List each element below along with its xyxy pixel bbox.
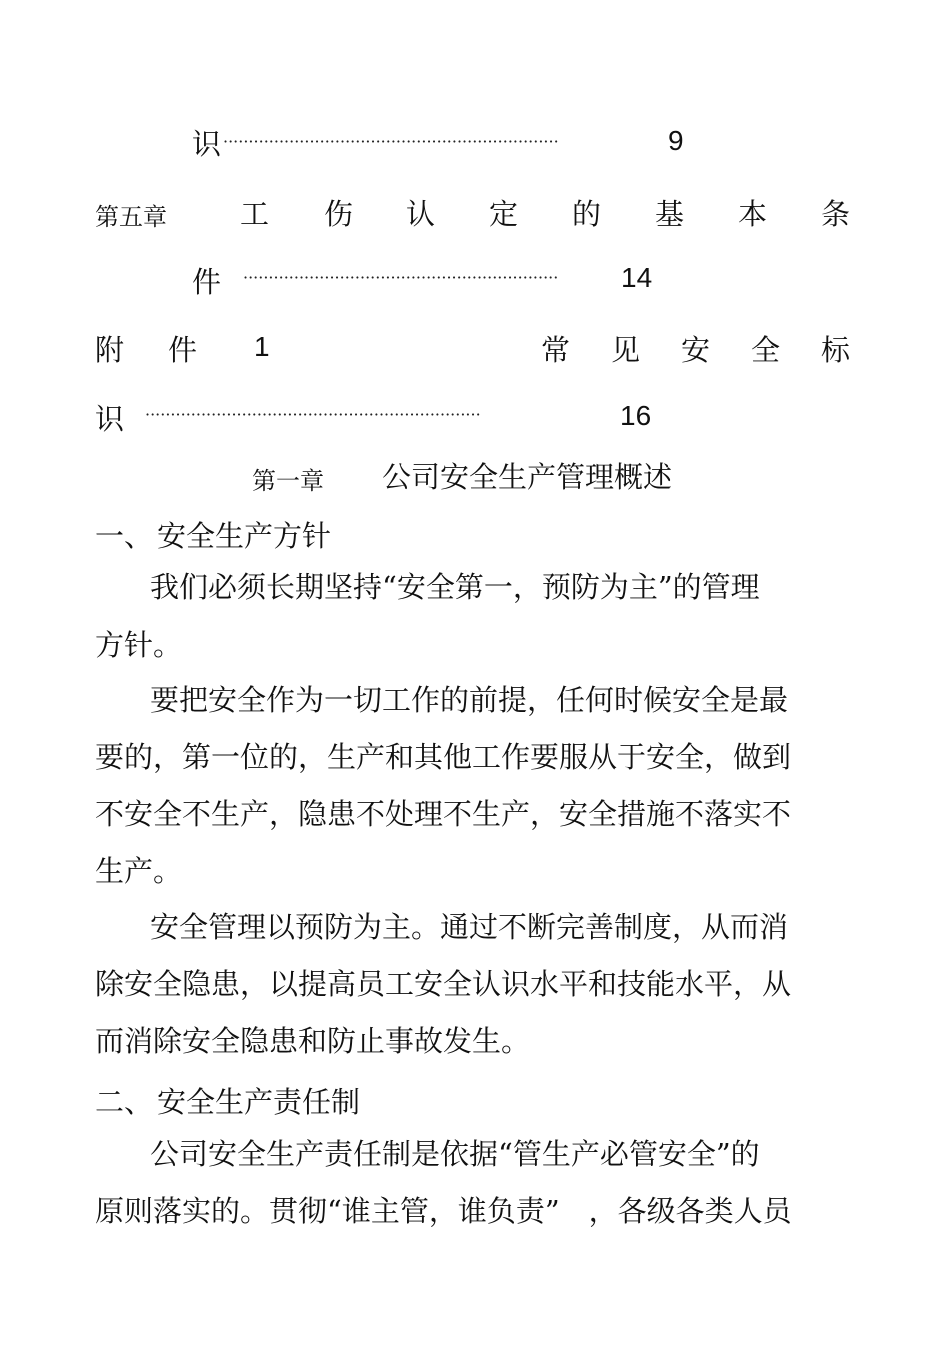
- toc-chapter-label: 第五章: [95, 203, 167, 231]
- toc-entry-text: 识: [192, 127, 222, 161]
- section-number: 二、: [95, 1085, 154, 1119]
- toc-char: 见: [611, 333, 641, 367]
- toc-entry-text: 件: [192, 265, 222, 299]
- paragraph-line: 我们必须长期坚持“安全第一，预防为主”的管理: [150, 570, 760, 604]
- toc-appendix-char: 附: [95, 333, 125, 367]
- section-heading: 安全生产责任制: [157, 1085, 361, 1119]
- paragraph-line: 原则落实的。贯彻“谁主管，谁负责” ，各级各类人员: [95, 1194, 792, 1228]
- paragraph-line: 除安全隐患，以提高员工安全认识水平和技能水平，从: [95, 967, 792, 1001]
- section-heading: 安全生产方针: [157, 519, 332, 553]
- toc-page-number: 14: [621, 262, 653, 293]
- toc-char: 工: [240, 197, 270, 231]
- toc-leader-dots: ··································································: [145, 405, 481, 424]
- toc-appendix-number: 1: [254, 331, 270, 362]
- toc-char: 基: [655, 197, 685, 231]
- paragraph-line: 生产。: [95, 854, 183, 888]
- toc-leader-dots: ··································································: [223, 132, 559, 151]
- toc-page-number: 16: [620, 400, 652, 431]
- chapter-title: 公司安全生产管理概述: [382, 460, 673, 494]
- toc-char: 条: [821, 197, 851, 231]
- toc-leader-dots: ······························································: [243, 268, 559, 287]
- paragraph-line: 要的，第一位的，生产和其他工作要服从于安全，做到: [95, 740, 792, 774]
- chapter-label: 第一章: [252, 467, 324, 495]
- toc-char: 伤: [324, 197, 354, 231]
- toc-char: 定: [489, 197, 519, 231]
- toc-appendix-char: 件: [168, 333, 198, 367]
- toc-char: 全: [751, 333, 781, 367]
- paragraph-line: 要把安全作为一切工作的前提，任何时候安全是最: [150, 683, 789, 717]
- paragraph-line: 公司安全生产责任制是依据“管生产必管安全”的: [150, 1137, 760, 1171]
- toc-char: 的: [572, 197, 602, 231]
- paragraph-line: 方针。: [95, 628, 183, 662]
- toc-entry-text: 识: [95, 402, 125, 436]
- toc-char: 标: [821, 333, 851, 367]
- toc-char: 常: [541, 333, 571, 367]
- toc-char: 本: [738, 197, 768, 231]
- toc-char: 安: [681, 333, 711, 367]
- toc-char: 认: [406, 197, 436, 231]
- paragraph-line: 而消除安全隐患和防止事故发生。: [95, 1024, 531, 1058]
- paragraph-line: 安全管理以预防为主。通过不断完善制度，从而消: [150, 910, 789, 944]
- toc-page-number: 9: [668, 125, 684, 156]
- section-number: 一、: [95, 519, 154, 553]
- paragraph-line: 不安全不生产，隐患不处理不生产，安全措施不落实不: [95, 797, 792, 831]
